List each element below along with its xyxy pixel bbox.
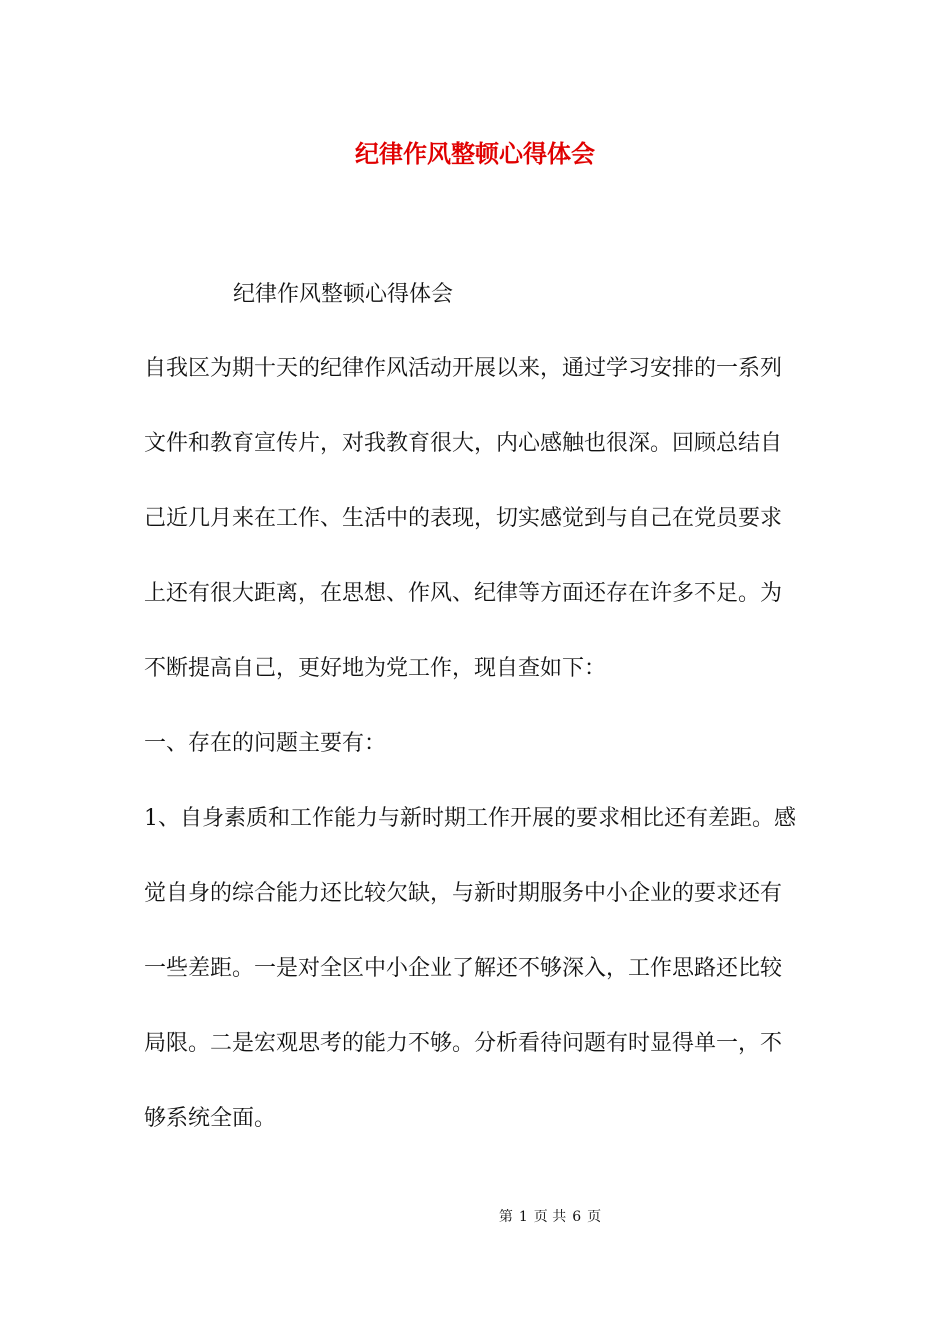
paragraph-line: 1、自身素质和工作能力与新时期工作开展的要求相比还有差距。感 [144, 806, 796, 831]
footer-prefix: 第 [498, 1209, 513, 1225]
paragraph-line: 文件和教育宣传片，对我教育很大，内心感触也很深。回顾总结自 [144, 431, 783, 456]
paragraph-line: 够系统全面。 [144, 1106, 277, 1131]
paragraph-line: 不断提高自己，更好地为党工作，现自查如下： [144, 656, 607, 681]
footer-mid: 页 共 [533, 1209, 567, 1225]
paragraph-line: 局限。二是宏观思考的能力不够。分析看待问题有时显得单一，不 [144, 1031, 783, 1056]
document-subtitle: 纪律作风整顿心得体会 [233, 282, 454, 307]
paragraph-line: 自我区为期十天的纪律作风活动开展以来，通过学习安排的一系列 [144, 356, 783, 381]
footer-current-page: 1 [518, 1209, 528, 1225]
footer-suffix: 页 [587, 1209, 602, 1225]
paragraph-line: 上还有很大距离，在思想、作风、纪律等方面还存在许多不足。为 [144, 581, 783, 606]
footer-total-pages: 6 [572, 1209, 582, 1225]
paragraph-line: 觉自身的综合能力还比较欠缺，与新时期服务中小企业的要求还有 [144, 881, 783, 906]
document-title: 纪律作风整顿心得体会 [355, 139, 595, 168]
paragraph-line: 己近几月来在工作、生活中的表现，切实感觉到与自己在党员要求 [144, 506, 783, 531]
paragraph-line: 一些差距。一是对全区中小企业了解还不够深入，工作思路还比较 [144, 956, 783, 981]
page-footer [0, 1207, 950, 1227]
section-heading: 一、存在的问题主要有： [144, 731, 387, 756]
